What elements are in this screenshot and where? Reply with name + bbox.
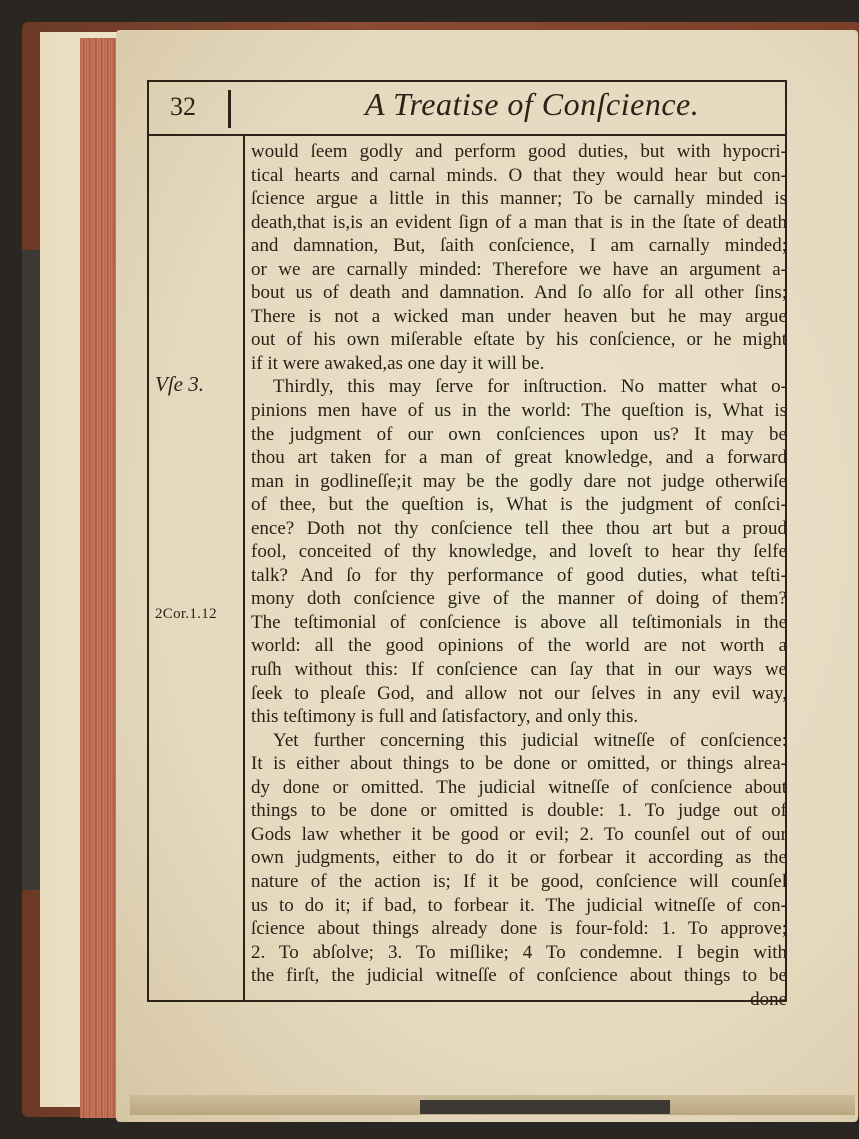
text-line: Yet further concerning this judicial witneſſe of conſcience: [273,729,787,751]
text-line: tical hearts and carnal minds. O that they would hear but con- [251,164,787,186]
frame-rule-left [147,80,149,1002]
text-line: would ſeem godly and perform good duties, but with hypocri- [251,141,787,162]
text-line: of thee, but the queſtion is, What is the judgment of conſci- [251,494,787,516]
text-line: It is either about things to be done or omitted, or things alrea- [251,753,787,775]
text-line: thou art taken for a man of great knowledge, and a forward [251,447,787,469]
margin-rule [243,136,245,1000]
body-text [251,140,787,1011]
text-line: man in godlineſſe;it may be the godly dare not judge otherwiſe [251,470,787,492]
text-line: fool, conceited of thy knowledge, and loveſt to hear thy ſelfe [251,541,787,563]
text-line: pinions men have of us in the world: The queſtion is, What is [251,400,787,422]
text-line: 2. To abſolve; 3. To miſlike; 4 To condemne. I begin with [251,941,787,963]
text-line: if it were awaked,as one day it will be. [251,352,545,374]
text-line: nature of the action is; If it be good, conſcience will counſel [251,870,787,892]
header-divider [228,90,231,128]
text-line: the judgment of our own conſciences upon us? It may be [251,423,787,445]
text-line: this teſtimony is full and ſatisfactory, and only this. [251,706,639,728]
margin-note-use: Vſe 3. [155,372,204,396]
text-line: own judgments, either to do it or forbear it according as the [251,847,787,869]
text-line: There is not a wicked man under heaven but he may argue [251,305,787,327]
text-line: things to be done or omitted is double: 1. To judge out of [251,800,787,822]
text-line: death,that is,is an evident ſign of a man that is in the ſtate of death [251,211,787,233]
text-line: dy done or omitted. The judicial witneſſe of conſcience about [251,776,787,798]
text-line: bout us of death and damnation. And ſo alſo for all other ſins; [251,282,787,304]
text-line: ſcience about things already done is four-fold: 1. To approve; [251,918,787,940]
text-line: ſcience argue a little in this manner; To be carnally minded is [251,188,787,210]
text-line: ruſh without this: If conſcience can ſay that in our ways we [251,659,787,681]
text-line: talk? And ſo for thy performance of good duties, what teſti- [251,564,787,586]
text-line: mony doth conſcience give of the manner of doing of them? [251,588,787,610]
text-line: and damnation, But, ſaith conſcience, I am carnally minded; [251,235,787,257]
catchword: done [750,988,787,1010]
text-line: or we are carnally minded: Therefore we have an argument a- [251,258,787,280]
margin-note-reference: 2Cor.1.12 [155,606,217,622]
cover-bottom-strip [420,1100,670,1114]
page-number: 32 [170,92,196,121]
text-line: ence? Doth not thy conſcience tell thee thou art but a proud [251,517,787,539]
text-line: The teſtimonial of conſcience is above all teſtimonials in the [251,611,787,633]
text-line: world: all the good opinions of the world are not worth a [251,635,787,657]
cover-binding-strip [22,250,40,890]
text-line: the firſt, the judicial witneſſe of conſcience about things to be [251,965,787,987]
running-title: A Treatise of Conſcience. [365,86,700,122]
text-line: out of his own miſerable eſtate by his conſcience, or he might [251,329,787,351]
text-line: Gods law whether it be good or evil; 2. To counſel out of our [251,823,787,845]
text-line: us to do it; if bad, to forbear it. The judicial witneſſe of con- [251,894,787,916]
text-line: Thirdly, this may ſerve for inſtruction. No matter what o- [273,376,787,398]
frame-rule-top [147,80,787,82]
text-line: ſeek to pleaſe God, and allow not our ſelves in any evil way, [251,682,787,704]
